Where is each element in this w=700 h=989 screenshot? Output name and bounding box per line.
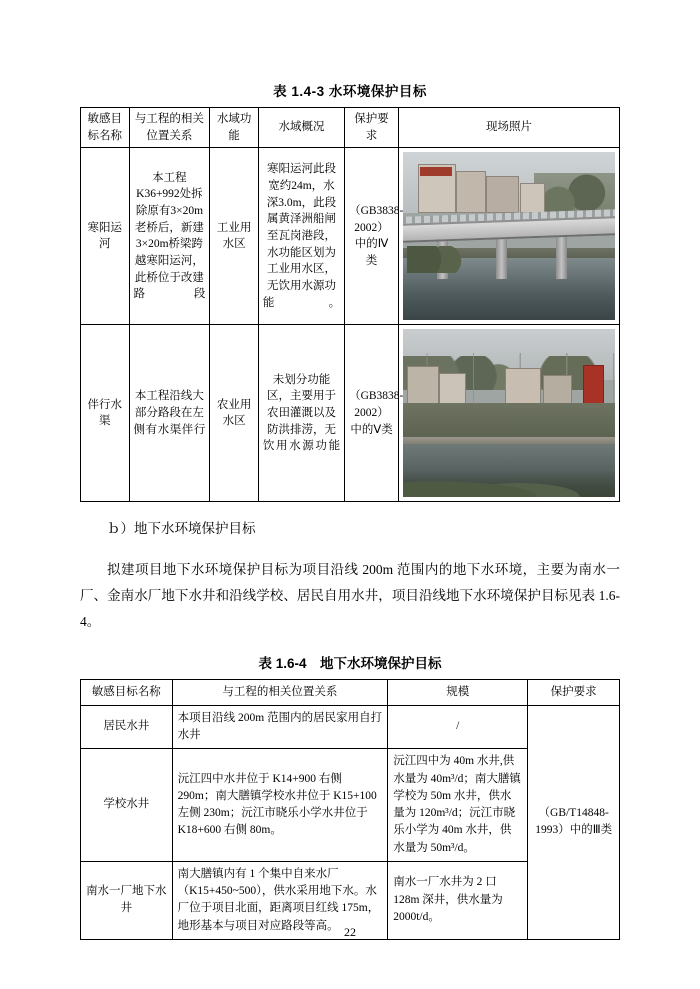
table-164-caption: 表 1.6-4 地下水环境保护目标 [258,655,442,671]
cell-function: 农业用水区 [210,325,259,502]
cell-requirement: （GB/T14848-1993）中的Ⅲ类 [528,705,620,939]
cell-target-name: 南水一厂地下水井 [81,861,173,939]
page-number: 22 [344,925,356,939]
cell-target-name: 伴行水渠 [81,325,130,502]
table-row [81,148,620,325]
col-header-overview: 水域概况 [258,108,344,148]
col-header-requirement: 保护要求 [345,108,399,148]
cell-requirement: （GB3838-2002）中的Ⅴ类 [345,325,399,502]
cell-target-name: 学校水井 [81,749,173,862]
table-row [81,325,620,502]
table-143-caption: 表 1.4-3 水环境保护目标 [273,84,427,99]
cell-relation: 本项目沿线 200m 范围内的居民家用自打水井 [172,705,388,749]
groundwater-protection-table [80,679,620,940]
cell-photo [398,148,619,325]
cell-relation: 本工程K36+992处拆除原有3×20m老桥后，新建3×20m桥梁跨越寒阳运河，此桥位于改建路段 [129,148,210,325]
cell-scale: 南水一厂水井为 2 口 128m 深井，供水量为 2000t/d。 [388,861,528,939]
water-environment-protection-table [80,107,620,502]
section-b-heading: ｂ）地下水环境保护目标 [107,521,256,537]
cell-relation: 沅江四中水井位于 K14+900 右侧 290m；南大膳镇学校水井位于 K15+100 左侧 230m；沅江市晓乐小学水井位于 K18+600 右侧 80m。 [172,749,388,862]
cell-overview: 未划分功能区，主要用于农田灌溉以及防洪排涝，无饮用水源功能 [258,325,344,502]
cell-overview: 寒阳运河此段宽约24m，水深3.0m，此段属黄泽洲船闸至瓦岗港段，水功能区划为工业用水区，无饮用水源功能。 [258,148,344,325]
cell-target-name: 寒阳运河 [81,148,130,325]
cell-photo [398,325,619,502]
table-header-row [81,679,620,705]
cell-scale: 沅江四中为 40m 水井,供水量为 40m³/d；南大膳镇学校为 50m 水井，供水量为 120m³/d；沅江市晓乐小学为 40m 水井，供水量为 50m³/d。 [388,749,528,862]
cell-requirement: （GB3838-2002）中的Ⅳ类 [345,148,399,325]
col-header-relation: 与工程的相关位置关系 [129,108,210,148]
table-header-row [81,108,620,148]
col-header-relation: 与工程的相关位置关系 [172,679,388,705]
cell-scale: / [388,705,528,749]
bridge-over-canal-photo [403,152,615,320]
cell-relation: 南大膳镇内有 1 个集中自来水厂（K15+450~500），供水采用地下水。水厂位于项目北面，距离项目红线 175m，地形基本与项目对应路段等高。 [172,861,388,939]
col-header-name: 敏感目标名称 [81,108,130,148]
cell-relation: 本工程沿线大部分路段在左侧有水渠伴行 [129,325,210,502]
cell-target-name: 居民水井 [81,705,173,749]
riverside-village-photo [403,329,615,497]
col-header-photo: 现场照片 [398,108,619,148]
col-header-requirement: 保护要求 [528,679,620,705]
col-header-name: 敏感目标名称 [81,679,173,705]
cell-function: 工业用水区 [210,148,259,325]
col-header-function: 水域功能 [210,108,259,148]
table-row [81,705,620,749]
col-header-scale: 规模 [388,679,528,705]
page-content [80,80,620,940]
section-b-paragraph: 拟建项目地下水环境保护目标为项目沿线 200m 范围内的地下水环境，主要为南水一厂、金南水厂地下水井和沿线学校、居民自用水井，项目沿线地下水环境保护目标见表 1.6-4。 [80,561,620,630]
